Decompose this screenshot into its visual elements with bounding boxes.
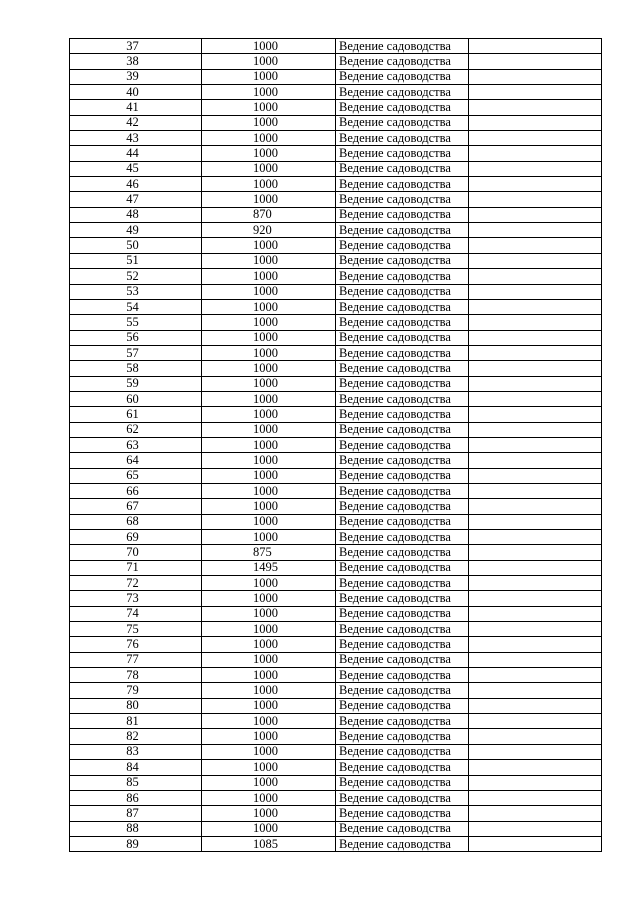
table-row xyxy=(70,100,602,115)
table-row xyxy=(70,161,602,176)
plot-area-cell: 1000 xyxy=(202,330,336,345)
plot-number-cell: 73 xyxy=(70,591,202,606)
table-row xyxy=(70,407,602,422)
permitted-use-cell: Ведение садоводства xyxy=(336,698,469,713)
empty-cell xyxy=(469,744,602,759)
permitted-use-cell: Ведение садоводства xyxy=(336,177,469,192)
plot-number-cell: 70 xyxy=(70,545,202,560)
table-row xyxy=(70,284,602,299)
empty-cell xyxy=(469,698,602,713)
table-row xyxy=(70,683,602,698)
table-row xyxy=(70,177,602,192)
land-plots-table-body xyxy=(70,39,602,852)
permitted-use-cell: Ведение садоводства xyxy=(336,85,469,100)
table-row xyxy=(70,422,602,437)
empty-cell xyxy=(469,238,602,253)
empty-cell xyxy=(469,683,602,698)
table-row xyxy=(70,453,602,468)
plot-number-cell: 38 xyxy=(70,54,202,69)
empty-cell xyxy=(469,146,602,161)
permitted-use-cell: Ведение садоводства xyxy=(336,744,469,759)
plot-area-cell: 1000 xyxy=(202,54,336,69)
plot-number-cell: 53 xyxy=(70,284,202,299)
plot-area-cell: 1000 xyxy=(202,806,336,821)
permitted-use-cell: Ведение садоводства xyxy=(336,821,469,836)
table-row xyxy=(70,146,602,161)
plot-area-cell: 1000 xyxy=(202,698,336,713)
empty-cell xyxy=(469,100,602,115)
table-row xyxy=(70,744,602,759)
plot-number-cell: 62 xyxy=(70,422,202,437)
plot-number-cell: 56 xyxy=(70,330,202,345)
permitted-use-cell: Ведение садоводства xyxy=(336,161,469,176)
permitted-use-cell: Ведение садоводства xyxy=(336,560,469,575)
empty-cell xyxy=(469,606,602,621)
plot-area-cell: 1000 xyxy=(202,269,336,284)
table-row xyxy=(70,238,602,253)
plot-area-cell: 1000 xyxy=(202,284,336,299)
plot-number-cell: 65 xyxy=(70,468,202,483)
empty-cell xyxy=(469,560,602,575)
empty-cell xyxy=(469,453,602,468)
empty-cell xyxy=(469,391,602,406)
permitted-use-cell: Ведение садоводства xyxy=(336,284,469,299)
permitted-use-cell: Ведение садоводства xyxy=(336,376,469,391)
plot-area-cell: 1000 xyxy=(202,177,336,192)
plot-area-cell: 1000 xyxy=(202,652,336,667)
empty-cell xyxy=(469,622,602,637)
empty-cell xyxy=(469,223,602,238)
table-row xyxy=(70,729,602,744)
empty-cell xyxy=(469,315,602,330)
empty-cell xyxy=(469,54,602,69)
plot-area-cell: 1000 xyxy=(202,775,336,790)
plot-area-cell: 1000 xyxy=(202,376,336,391)
permitted-use-cell: Ведение садоводства xyxy=(336,836,469,851)
permitted-use-cell: Ведение садоводства xyxy=(336,54,469,69)
plot-number-cell: 54 xyxy=(70,299,202,314)
table-row xyxy=(70,131,602,146)
plot-number-cell: 61 xyxy=(70,407,202,422)
permitted-use-cell: Ведение садоводства xyxy=(336,760,469,775)
table-row xyxy=(70,591,602,606)
plot-number-cell: 50 xyxy=(70,238,202,253)
table-row xyxy=(70,69,602,84)
plot-number-cell: 39 xyxy=(70,69,202,84)
plot-number-cell: 82 xyxy=(70,729,202,744)
empty-cell xyxy=(469,422,602,437)
table-row xyxy=(70,299,602,314)
plot-area-cell: 1000 xyxy=(202,361,336,376)
plot-area-cell: 1000 xyxy=(202,345,336,360)
permitted-use-cell: Ведение садоводства xyxy=(336,115,469,130)
permitted-use-cell: Ведение садоводства xyxy=(336,437,469,452)
plot-number-cell: 68 xyxy=(70,514,202,529)
empty-cell xyxy=(469,376,602,391)
permitted-use-cell: Ведение садоводства xyxy=(336,207,469,222)
table-row xyxy=(70,499,602,514)
empty-cell xyxy=(469,499,602,514)
plot-number-cell: 75 xyxy=(70,622,202,637)
table-row xyxy=(70,790,602,805)
empty-cell xyxy=(469,207,602,222)
plot-number-cell: 78 xyxy=(70,668,202,683)
empty-cell xyxy=(469,115,602,130)
table-row xyxy=(70,530,602,545)
plot-number-cell: 51 xyxy=(70,253,202,268)
plot-area-cell: 1000 xyxy=(202,85,336,100)
permitted-use-cell: Ведение садоводства xyxy=(336,468,469,483)
plot-number-cell: 44 xyxy=(70,146,202,161)
plot-area-cell: 1000 xyxy=(202,821,336,836)
plot-area-cell: 1000 xyxy=(202,115,336,130)
table-row xyxy=(70,253,602,268)
permitted-use-cell: Ведение садоводства xyxy=(336,514,469,529)
table-row xyxy=(70,698,602,713)
plot-number-cell: 57 xyxy=(70,345,202,360)
empty-cell xyxy=(469,192,602,207)
empty-cell xyxy=(469,591,602,606)
table-row xyxy=(70,345,602,360)
table-row xyxy=(70,836,602,851)
plot-number-cell: 63 xyxy=(70,437,202,452)
plot-number-cell: 64 xyxy=(70,453,202,468)
table-row xyxy=(70,483,602,498)
table-row xyxy=(70,514,602,529)
permitted-use-cell: Ведение садоводства xyxy=(336,652,469,667)
table-row xyxy=(70,39,602,54)
plot-area-cell: 1000 xyxy=(202,315,336,330)
table-row xyxy=(70,330,602,345)
plot-area-cell: 1000 xyxy=(202,453,336,468)
permitted-use-cell: Ведение садоводства xyxy=(336,790,469,805)
plot-number-cell: 80 xyxy=(70,698,202,713)
plot-number-cell: 66 xyxy=(70,483,202,498)
empty-cell xyxy=(469,760,602,775)
plot-area-cell: 1000 xyxy=(202,192,336,207)
table-row xyxy=(70,668,602,683)
empty-cell xyxy=(469,714,602,729)
permitted-use-cell: Ведение садоводства xyxy=(336,622,469,637)
permitted-use-cell: Ведение садоводства xyxy=(336,637,469,652)
plot-number-cell: 71 xyxy=(70,560,202,575)
table-row xyxy=(70,85,602,100)
empty-cell xyxy=(469,69,602,84)
plot-number-cell: 88 xyxy=(70,821,202,836)
plot-number-cell: 59 xyxy=(70,376,202,391)
plot-number-cell: 58 xyxy=(70,361,202,376)
plot-area-cell: 1000 xyxy=(202,530,336,545)
plot-number-cell: 49 xyxy=(70,223,202,238)
table-row xyxy=(70,391,602,406)
permitted-use-cell: Ведение садоводства xyxy=(336,391,469,406)
empty-cell xyxy=(469,407,602,422)
empty-cell xyxy=(469,637,602,652)
plot-area-cell: 1000 xyxy=(202,499,336,514)
permitted-use-cell: Ведение садоводства xyxy=(336,315,469,330)
empty-cell xyxy=(469,39,602,54)
permitted-use-cell: Ведение садоводства xyxy=(336,330,469,345)
empty-cell xyxy=(469,806,602,821)
empty-cell xyxy=(469,299,602,314)
plot-number-cell: 42 xyxy=(70,115,202,130)
plot-area-cell: 1000 xyxy=(202,606,336,621)
table-row xyxy=(70,192,602,207)
empty-cell xyxy=(469,483,602,498)
permitted-use-cell: Ведение садоводства xyxy=(336,407,469,422)
plot-number-cell: 52 xyxy=(70,269,202,284)
table-row xyxy=(70,223,602,238)
permitted-use-cell: Ведение садоводства xyxy=(336,223,469,238)
permitted-use-cell: Ведение садоводства xyxy=(336,591,469,606)
plot-number-cell: 87 xyxy=(70,806,202,821)
permitted-use-cell: Ведение садоводства xyxy=(336,69,469,84)
table-row xyxy=(70,714,602,729)
plot-area-cell: 1000 xyxy=(202,437,336,452)
plot-area-cell: 1000 xyxy=(202,253,336,268)
plot-number-cell: 47 xyxy=(70,192,202,207)
empty-cell xyxy=(469,836,602,851)
empty-cell xyxy=(469,330,602,345)
plot-number-cell: 76 xyxy=(70,637,202,652)
plot-number-cell: 55 xyxy=(70,315,202,330)
table-row xyxy=(70,576,602,591)
permitted-use-cell: Ведение садоводства xyxy=(336,131,469,146)
land-plots-table xyxy=(69,38,602,852)
table-row xyxy=(70,760,602,775)
permitted-use-cell: Ведение садоводства xyxy=(336,269,469,284)
permitted-use-cell: Ведение садоводства xyxy=(336,545,469,560)
plot-area-cell: 1000 xyxy=(202,100,336,115)
table-row xyxy=(70,560,602,575)
permitted-use-cell: Ведение садоводства xyxy=(336,683,469,698)
plot-area-cell: 1000 xyxy=(202,714,336,729)
empty-cell xyxy=(469,131,602,146)
empty-cell xyxy=(469,85,602,100)
plot-area-cell: 1000 xyxy=(202,146,336,161)
empty-cell xyxy=(469,530,602,545)
permitted-use-cell: Ведение садоводства xyxy=(336,606,469,621)
plot-number-cell: 60 xyxy=(70,391,202,406)
table-row xyxy=(70,315,602,330)
plot-number-cell: 89 xyxy=(70,836,202,851)
plot-number-cell: 67 xyxy=(70,499,202,514)
plot-area-cell: 1000 xyxy=(202,483,336,498)
permitted-use-cell: Ведение садоводства xyxy=(336,483,469,498)
permitted-use-cell: Ведение садоводства xyxy=(336,100,469,115)
permitted-use-cell: Ведение садоводства xyxy=(336,775,469,790)
plot-area-cell: 1000 xyxy=(202,729,336,744)
plot-area-cell: 1000 xyxy=(202,790,336,805)
table-row xyxy=(70,806,602,821)
empty-cell xyxy=(469,545,602,560)
plot-number-cell: 46 xyxy=(70,177,202,192)
empty-cell xyxy=(469,729,602,744)
plot-number-cell: 86 xyxy=(70,790,202,805)
plot-area-cell: 1000 xyxy=(202,161,336,176)
table-row xyxy=(70,468,602,483)
empty-cell xyxy=(469,177,602,192)
permitted-use-cell: Ведение садоводства xyxy=(336,729,469,744)
plot-area-cell: 1000 xyxy=(202,514,336,529)
plot-number-cell: 37 xyxy=(70,39,202,54)
empty-cell xyxy=(469,437,602,452)
plot-area-cell: 875 xyxy=(202,545,336,560)
permitted-use-cell: Ведение садоводства xyxy=(336,714,469,729)
plot-area-cell: 1000 xyxy=(202,69,336,84)
plot-number-cell: 40 xyxy=(70,85,202,100)
empty-cell xyxy=(469,668,602,683)
table-row xyxy=(70,437,602,452)
empty-cell xyxy=(469,284,602,299)
plot-area-cell: 1000 xyxy=(202,468,336,483)
table-row xyxy=(70,775,602,790)
empty-cell xyxy=(469,576,602,591)
plot-area-cell: 1495 xyxy=(202,560,336,575)
plot-number-cell: 41 xyxy=(70,100,202,115)
empty-cell xyxy=(469,790,602,805)
permitted-use-cell: Ведение садоводства xyxy=(336,576,469,591)
plot-area-cell: 920 xyxy=(202,223,336,238)
plot-area-cell: 1000 xyxy=(202,407,336,422)
permitted-use-cell: Ведение садоводства xyxy=(336,453,469,468)
table-row xyxy=(70,652,602,667)
table-row xyxy=(70,207,602,222)
table-row xyxy=(70,821,602,836)
permitted-use-cell: Ведение садоводства xyxy=(336,253,469,268)
plot-area-cell: 1000 xyxy=(202,683,336,698)
plot-number-cell: 43 xyxy=(70,131,202,146)
table-row xyxy=(70,115,602,130)
permitted-use-cell: Ведение садоводства xyxy=(336,499,469,514)
empty-cell xyxy=(469,253,602,268)
plot-number-cell: 69 xyxy=(70,530,202,545)
table-row xyxy=(70,54,602,69)
plot-number-cell: 83 xyxy=(70,744,202,759)
table-row xyxy=(70,361,602,376)
plot-area-cell: 1000 xyxy=(202,591,336,606)
plot-area-cell: 1000 xyxy=(202,576,336,591)
plot-area-cell: 1000 xyxy=(202,760,336,775)
empty-cell xyxy=(469,345,602,360)
plot-area-cell: 870 xyxy=(202,207,336,222)
empty-cell xyxy=(469,775,602,790)
plot-area-cell: 1000 xyxy=(202,131,336,146)
empty-cell xyxy=(469,161,602,176)
table-row xyxy=(70,622,602,637)
permitted-use-cell: Ведение садоводства xyxy=(336,238,469,253)
empty-cell xyxy=(469,361,602,376)
plot-number-cell: 84 xyxy=(70,760,202,775)
permitted-use-cell: Ведение садоводства xyxy=(336,39,469,54)
table-row xyxy=(70,606,602,621)
plot-area-cell: 1000 xyxy=(202,744,336,759)
permitted-use-cell: Ведение садоводства xyxy=(336,345,469,360)
plot-number-cell: 79 xyxy=(70,683,202,698)
table-row xyxy=(70,269,602,284)
permitted-use-cell: Ведение садоводства xyxy=(336,299,469,314)
empty-cell xyxy=(469,652,602,667)
permitted-use-cell: Ведение садоводства xyxy=(336,668,469,683)
permitted-use-cell: Ведение садоводства xyxy=(336,422,469,437)
plot-area-cell: 1000 xyxy=(202,238,336,253)
plot-number-cell: 72 xyxy=(70,576,202,591)
plot-area-cell: 1000 xyxy=(202,622,336,637)
permitted-use-cell: Ведение садоводства xyxy=(336,361,469,376)
plot-area-cell: 1000 xyxy=(202,39,336,54)
plot-number-cell: 85 xyxy=(70,775,202,790)
permitted-use-cell: Ведение садоводства xyxy=(336,146,469,161)
permitted-use-cell: Ведение садоводства xyxy=(336,192,469,207)
plot-number-cell: 45 xyxy=(70,161,202,176)
empty-cell xyxy=(469,468,602,483)
plot-number-cell: 74 xyxy=(70,606,202,621)
permitted-use-cell: Ведение садоводства xyxy=(336,530,469,545)
permitted-use-cell: Ведение садоводства xyxy=(336,806,469,821)
plot-area-cell: 1000 xyxy=(202,668,336,683)
empty-cell xyxy=(469,269,602,284)
plot-area-cell: 1000 xyxy=(202,299,336,314)
table-row xyxy=(70,376,602,391)
plot-area-cell: 1000 xyxy=(202,391,336,406)
table-row xyxy=(70,545,602,560)
plot-number-cell: 77 xyxy=(70,652,202,667)
plot-area-cell: 1000 xyxy=(202,422,336,437)
plot-area-cell: 1000 xyxy=(202,637,336,652)
plot-area-cell: 1085 xyxy=(202,836,336,851)
plot-number-cell: 81 xyxy=(70,714,202,729)
table-row xyxy=(70,637,602,652)
plot-number-cell: 48 xyxy=(70,207,202,222)
empty-cell xyxy=(469,821,602,836)
empty-cell xyxy=(469,514,602,529)
